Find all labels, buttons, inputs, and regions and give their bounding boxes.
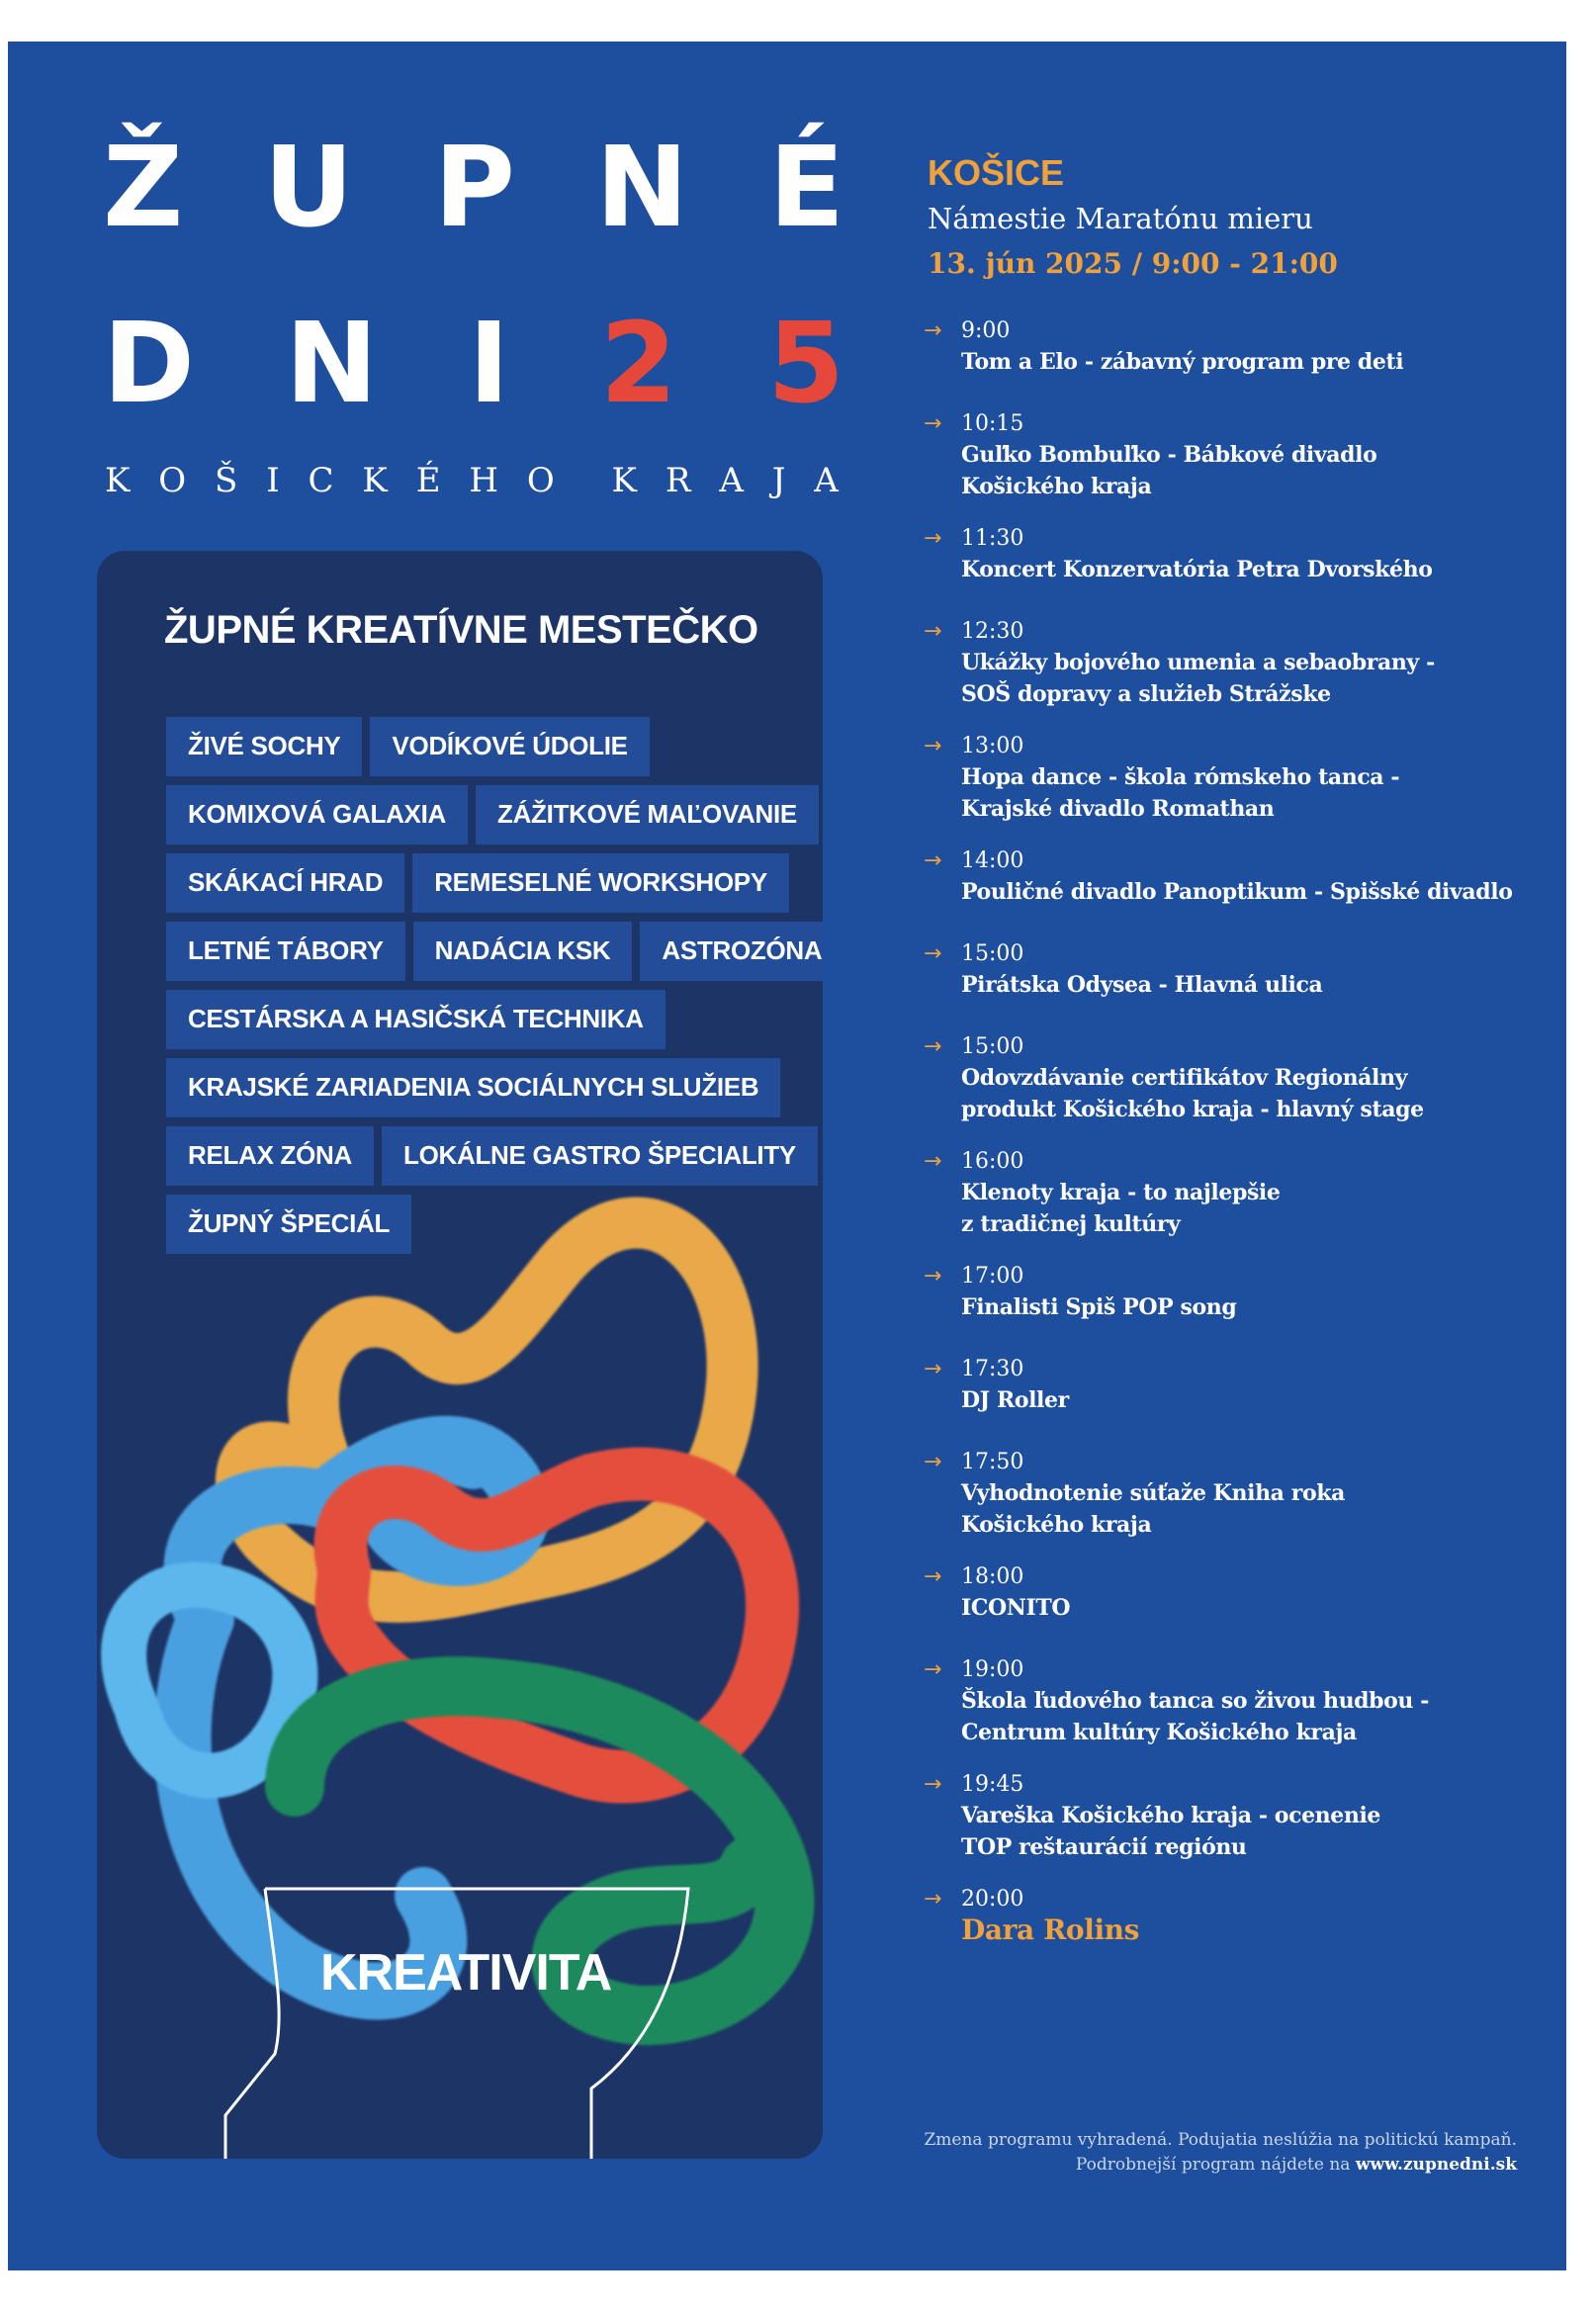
program-item <box>918 1770 1551 1863</box>
title-letter: N <box>285 300 379 428</box>
program-description: Klenoty kraja - to najlepšie <box>961 1180 1281 1205</box>
program-time: 19:45 <box>961 1772 1024 1797</box>
program-description: z tradičnej kultúry <box>961 1211 1181 1237</box>
program-time: 10:15 <box>961 411 1024 436</box>
title-letter: I <box>468 300 510 428</box>
program-time: 16:00 <box>961 1149 1024 1174</box>
tag-row <box>166 717 799 776</box>
activity-tag: RELAX ZÓNA <box>166 1126 374 1186</box>
subtitle-letter: H <box>469 461 499 500</box>
subtitle-letter: K <box>362 461 388 500</box>
program-description: Pirátska Odysea - Hlavná ulica <box>961 972 1323 998</box>
activity-tag: LETNÉ TÁBORY <box>166 922 405 981</box>
activity-tag: NADÁCIA KSK <box>413 922 633 981</box>
tag-row <box>166 785 799 845</box>
program-description: produkt Košického kraja - hlavný stage <box>961 1097 1424 1122</box>
activity-tag: KOMIXOVÁ GALAXIA <box>166 785 468 845</box>
program-item <box>918 617 1551 710</box>
activity-tag: REMESELNÉ WORKSHOPY <box>412 853 789 913</box>
program-item <box>918 732 1551 825</box>
program-description: Košického kraja <box>961 474 1152 499</box>
activity-tag: SKÁKACÍ HRAD <box>166 853 404 913</box>
program-description: Hopa dance - škola rómskeho tanca - <box>961 764 1400 790</box>
program-description: TOP reštaurácií regiónu <box>961 1834 1247 1860</box>
program-item <box>918 1562 1551 1624</box>
arrow-right-icon: → <box>924 1264 942 1289</box>
program-description: ICONITO <box>961 1595 1071 1621</box>
program-description: Ukážky bojového umenia a sebaobrany - <box>961 650 1435 675</box>
arrow-right-icon: → <box>924 1772 942 1797</box>
activity-tag: VODÍKOVÉ ÚDOLIE <box>370 717 649 776</box>
arrow-right-icon: → <box>924 941 942 966</box>
event-date: 13. jún 2025 / 9:00 - 21:00 <box>928 247 1338 280</box>
program-time: 17:50 <box>961 1450 1024 1474</box>
arrow-right-icon: → <box>924 1887 942 1912</box>
program-time: 15:00 <box>961 941 1024 966</box>
subtitle-letter: A <box>719 461 744 500</box>
arrow-right-icon: → <box>924 318 942 343</box>
footer-url: www.zupnedni.sk <box>1355 2155 1517 2175</box>
footer-disclaimer: Zmena programu vyhradená. Podujatia neslúžia na politickú kampaň. <box>924 2130 1517 2150</box>
activity-tag: ZÁŽITKOVÉ MAĽOVANIE <box>476 785 819 845</box>
program-time: 11:30 <box>961 526 1024 551</box>
program-description: Finalisti Spiš POP song <box>961 1294 1237 1320</box>
program-description: Vareška Košického kraja - ocenenie <box>961 1803 1381 1828</box>
subtitle-letter: Š <box>215 461 238 500</box>
arrow-right-icon: → <box>924 1034 942 1059</box>
arrow-right-icon: → <box>924 1357 942 1381</box>
arrow-right-icon: → <box>924 1657 942 1682</box>
program-item <box>918 524 1551 585</box>
subtitle <box>105 461 839 500</box>
program-description: Vyhodnotenie súťaže Kniha roka <box>961 1480 1345 1506</box>
program-item <box>918 939 1551 1001</box>
title-letter: É <box>768 124 844 252</box>
program-list <box>918 316 1551 1978</box>
subtitle-letter: O <box>526 461 555 500</box>
title-letter: P <box>433 124 515 252</box>
arrow-right-icon: → <box>924 1149 942 1174</box>
activity-tag: LOKÁLNE GASTRO ŠPECIALITY <box>382 1126 818 1186</box>
subtitle-letter: O <box>158 461 187 500</box>
arrow-right-icon: → <box>924 619 942 644</box>
arrow-right-icon: → <box>924 526 942 551</box>
arrow-right-icon: → <box>924 411 942 436</box>
title-number: 5 <box>767 300 844 428</box>
program-item <box>918 1032 1551 1125</box>
program-description: Tom a Elo - zábavný program pre deti <box>961 349 1404 375</box>
program-description: Koncert Konzervatória Petra Dvorského <box>961 557 1433 582</box>
arrow-right-icon: → <box>924 734 942 758</box>
activity-tag: KRAJSKÉ ZARIADENIA SOCIÁLNYCH SLUŽIEB <box>166 1058 780 1117</box>
program-time: 13:00 <box>961 734 1024 758</box>
program-item <box>918 1885 1551 1946</box>
program-time: 14:00 <box>961 848 1024 873</box>
program-description: Škola ľudového tanca so živou hudbou - <box>961 1688 1430 1714</box>
program-description: Pouličné divadlo Panoptikum - Spišské divadlo <box>961 879 1513 905</box>
subtitle-letter: K <box>611 461 637 500</box>
program-description: SOŠ dopravy a služieb Strážske <box>961 681 1331 707</box>
tag-row <box>166 1058 799 1117</box>
program-time: 19:00 <box>961 1657 1024 1682</box>
subtitle-letter: A <box>814 461 839 500</box>
tag-row <box>166 990 799 1049</box>
activity-tag: ŽIVÉ SOCHY <box>166 717 362 776</box>
subtitle-letter: É <box>415 461 441 500</box>
program-description: Dara Rolins <box>961 1913 1140 1946</box>
program-time: 17:00 <box>961 1264 1024 1289</box>
footer-note <box>924 2128 1517 2178</box>
footer-link-line <box>924 2153 1517 2178</box>
activity-tag: ASTROZÓNA <box>640 922 823 981</box>
subtitle-letter: K <box>105 461 131 500</box>
kreativita-label: KREATIVITA <box>320 1944 612 2001</box>
poster <box>8 42 1566 2270</box>
arrow-right-icon: → <box>924 848 942 873</box>
program-description: Guľko Bombuľko - Bábkové divadlo <box>961 442 1377 468</box>
title-row-1 <box>103 124 844 252</box>
creative-town-panel <box>97 551 823 2159</box>
program-description: Krajské divadlo Romathan <box>961 796 1275 822</box>
program-time: 18:00 <box>961 1564 1024 1589</box>
program-item <box>918 1355 1551 1416</box>
program-time: 9:00 <box>961 318 1011 343</box>
program-item <box>918 1262 1551 1323</box>
activity-tag: ŽUPNÝ ŠPECIÁL <box>166 1195 411 1254</box>
program-time: 15:00 <box>961 1034 1024 1059</box>
program-item <box>918 409 1551 502</box>
subtitle-letter: C <box>308 461 334 500</box>
arrow-right-icon: → <box>924 1450 942 1474</box>
tag-row <box>166 853 799 913</box>
program-time: 17:30 <box>961 1357 1024 1381</box>
program-item <box>918 316 1551 378</box>
subtitle-letter: J <box>771 461 786 500</box>
program-description: Centrum kultúry Košického kraja <box>961 1720 1357 1745</box>
subtitle-letter: I <box>266 461 280 500</box>
tag-row <box>166 1126 799 1186</box>
program-time: 12:30 <box>961 619 1024 644</box>
title-letter: N <box>595 124 689 252</box>
program-item <box>918 1147 1551 1240</box>
activity-tags <box>166 717 823 1263</box>
program-item <box>918 846 1551 908</box>
program-description: DJ Roller <box>961 1387 1069 1413</box>
program-description: Košického kraja <box>961 1512 1152 1538</box>
program-time: 20:00 <box>961 1887 1024 1912</box>
program-description: Odovzdávanie certifikátov Regionálny <box>961 1065 1407 1091</box>
event-city: KOŠICE <box>928 152 1065 193</box>
title-letter: Ž <box>103 124 184 252</box>
title-number: 2 <box>599 300 677 428</box>
tag-row <box>166 1195 799 1254</box>
panel-title: ŽUPNÉ KREATÍVNE MESTEČKO <box>164 608 758 652</box>
tag-row <box>166 922 823 981</box>
program-item <box>918 1655 1551 1748</box>
activity-tag: CESTÁRSKA A HASIČSKÁ TECHNIKA <box>166 990 665 1049</box>
arrow-right-icon: → <box>924 1564 942 1589</box>
title-letter: D <box>103 300 195 428</box>
title-letter: U <box>263 124 354 252</box>
title-row-2 <box>103 300 844 428</box>
program-item <box>918 1448 1551 1541</box>
footer-prefix: Podrobnejší program nájdete na <box>1075 2155 1356 2175</box>
subtitle-letter: R <box>665 461 691 500</box>
event-venue: Námestie Maratónu mieru <box>928 202 1313 235</box>
